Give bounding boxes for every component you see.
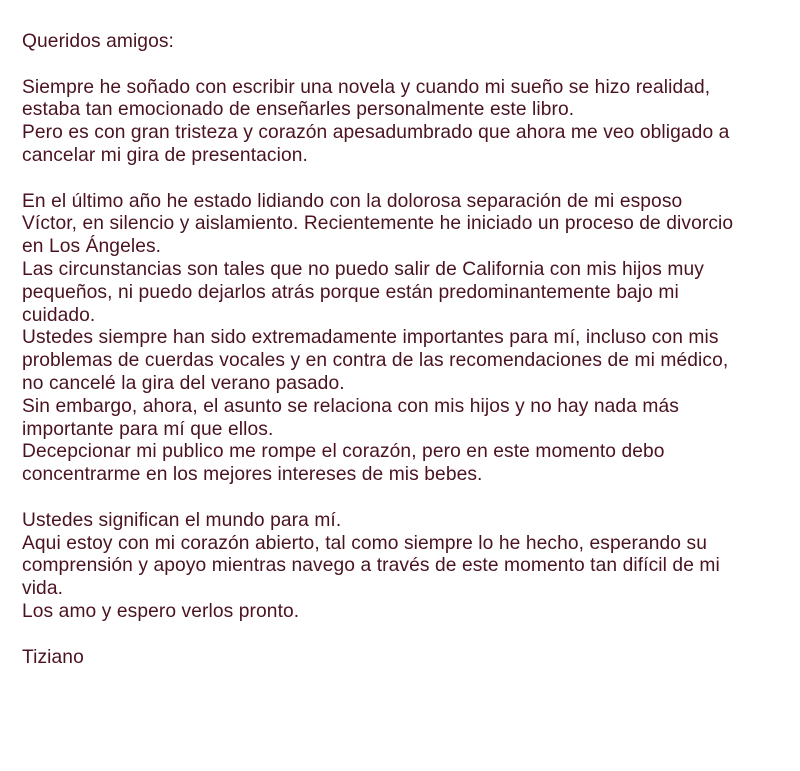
paragraph-gap (22, 168, 792, 191)
text-line: Víctor, en silencio y aislamiento. Recientemente he iniciado un proceso de divorcio (22, 213, 734, 235)
text-line: Ustedes significan el mundo para mí. (22, 509, 342, 531)
text-line: importante para mí que ellos. (22, 418, 274, 440)
text-line: Pero es con gran tristeza y corazón apesadumbrado que ahora me veo obligado a (22, 122, 730, 144)
text-line: Los amo y espero verlos pronto. (22, 600, 300, 622)
text-line: cancelar mi gira de presentacion. (22, 144, 308, 166)
text-line: estaba tan emocionado de enseñarles personalmente este libro. (22, 99, 575, 121)
text-line: Decepcionar mi publico me rompe el corazón, pero en este momento debo (22, 441, 665, 463)
paragraph-gap (22, 624, 792, 647)
text-line: Las circunstancias son tales que no puedo salir de California con mis hijos muy (22, 258, 704, 280)
text-line: vida. (22, 578, 64, 600)
text-line: no cancelé la gira del verano pasado. (22, 372, 345, 394)
letter-body (22, 31, 792, 669)
text-line: en Los Ángeles. (22, 236, 162, 258)
paragraph-2 (22, 191, 792, 487)
paragraph-gap (22, 487, 792, 510)
text-line: problemas de cuerdas vocales y en contra de las recomendaciones de mi médico, (22, 350, 729, 372)
text-line: Ustedes siempre han sido extremadamente importantes para mí, incluso con mis (22, 327, 719, 349)
paragraph-gap (22, 54, 792, 77)
paragraph-3 (22, 510, 792, 624)
greeting: Queridos amigos: (22, 31, 174, 52)
text-line: Sin embargo, ahora, el asunto se relaciona con mis hijos y no hay nada más (22, 395, 679, 417)
paragraph-1 (22, 77, 792, 168)
text-line: pequeños, ni puedo dejarlos atrás porque están predominantemente bajo mi (22, 281, 679, 303)
text-line: concentrarme en los mejores intereses de mis bebes. (22, 464, 483, 486)
text-line: Siempre he soñado con escribir una novela y cuando mi sueño se hizo realidad, (22, 76, 711, 98)
text-line: cuidado. (22, 304, 96, 326)
signature: Tiziano (22, 646, 84, 668)
text-line: comprensión y apoyo mientras navego a través de este momento tan difícil de mi (22, 555, 720, 577)
text-line: Aqui estoy con mi corazón abierto, tal como siempre lo he hecho, esperando su (22, 532, 707, 554)
text-line: En el último año he estado lidiando con la dolorosa separación de mi esposo (22, 190, 683, 212)
